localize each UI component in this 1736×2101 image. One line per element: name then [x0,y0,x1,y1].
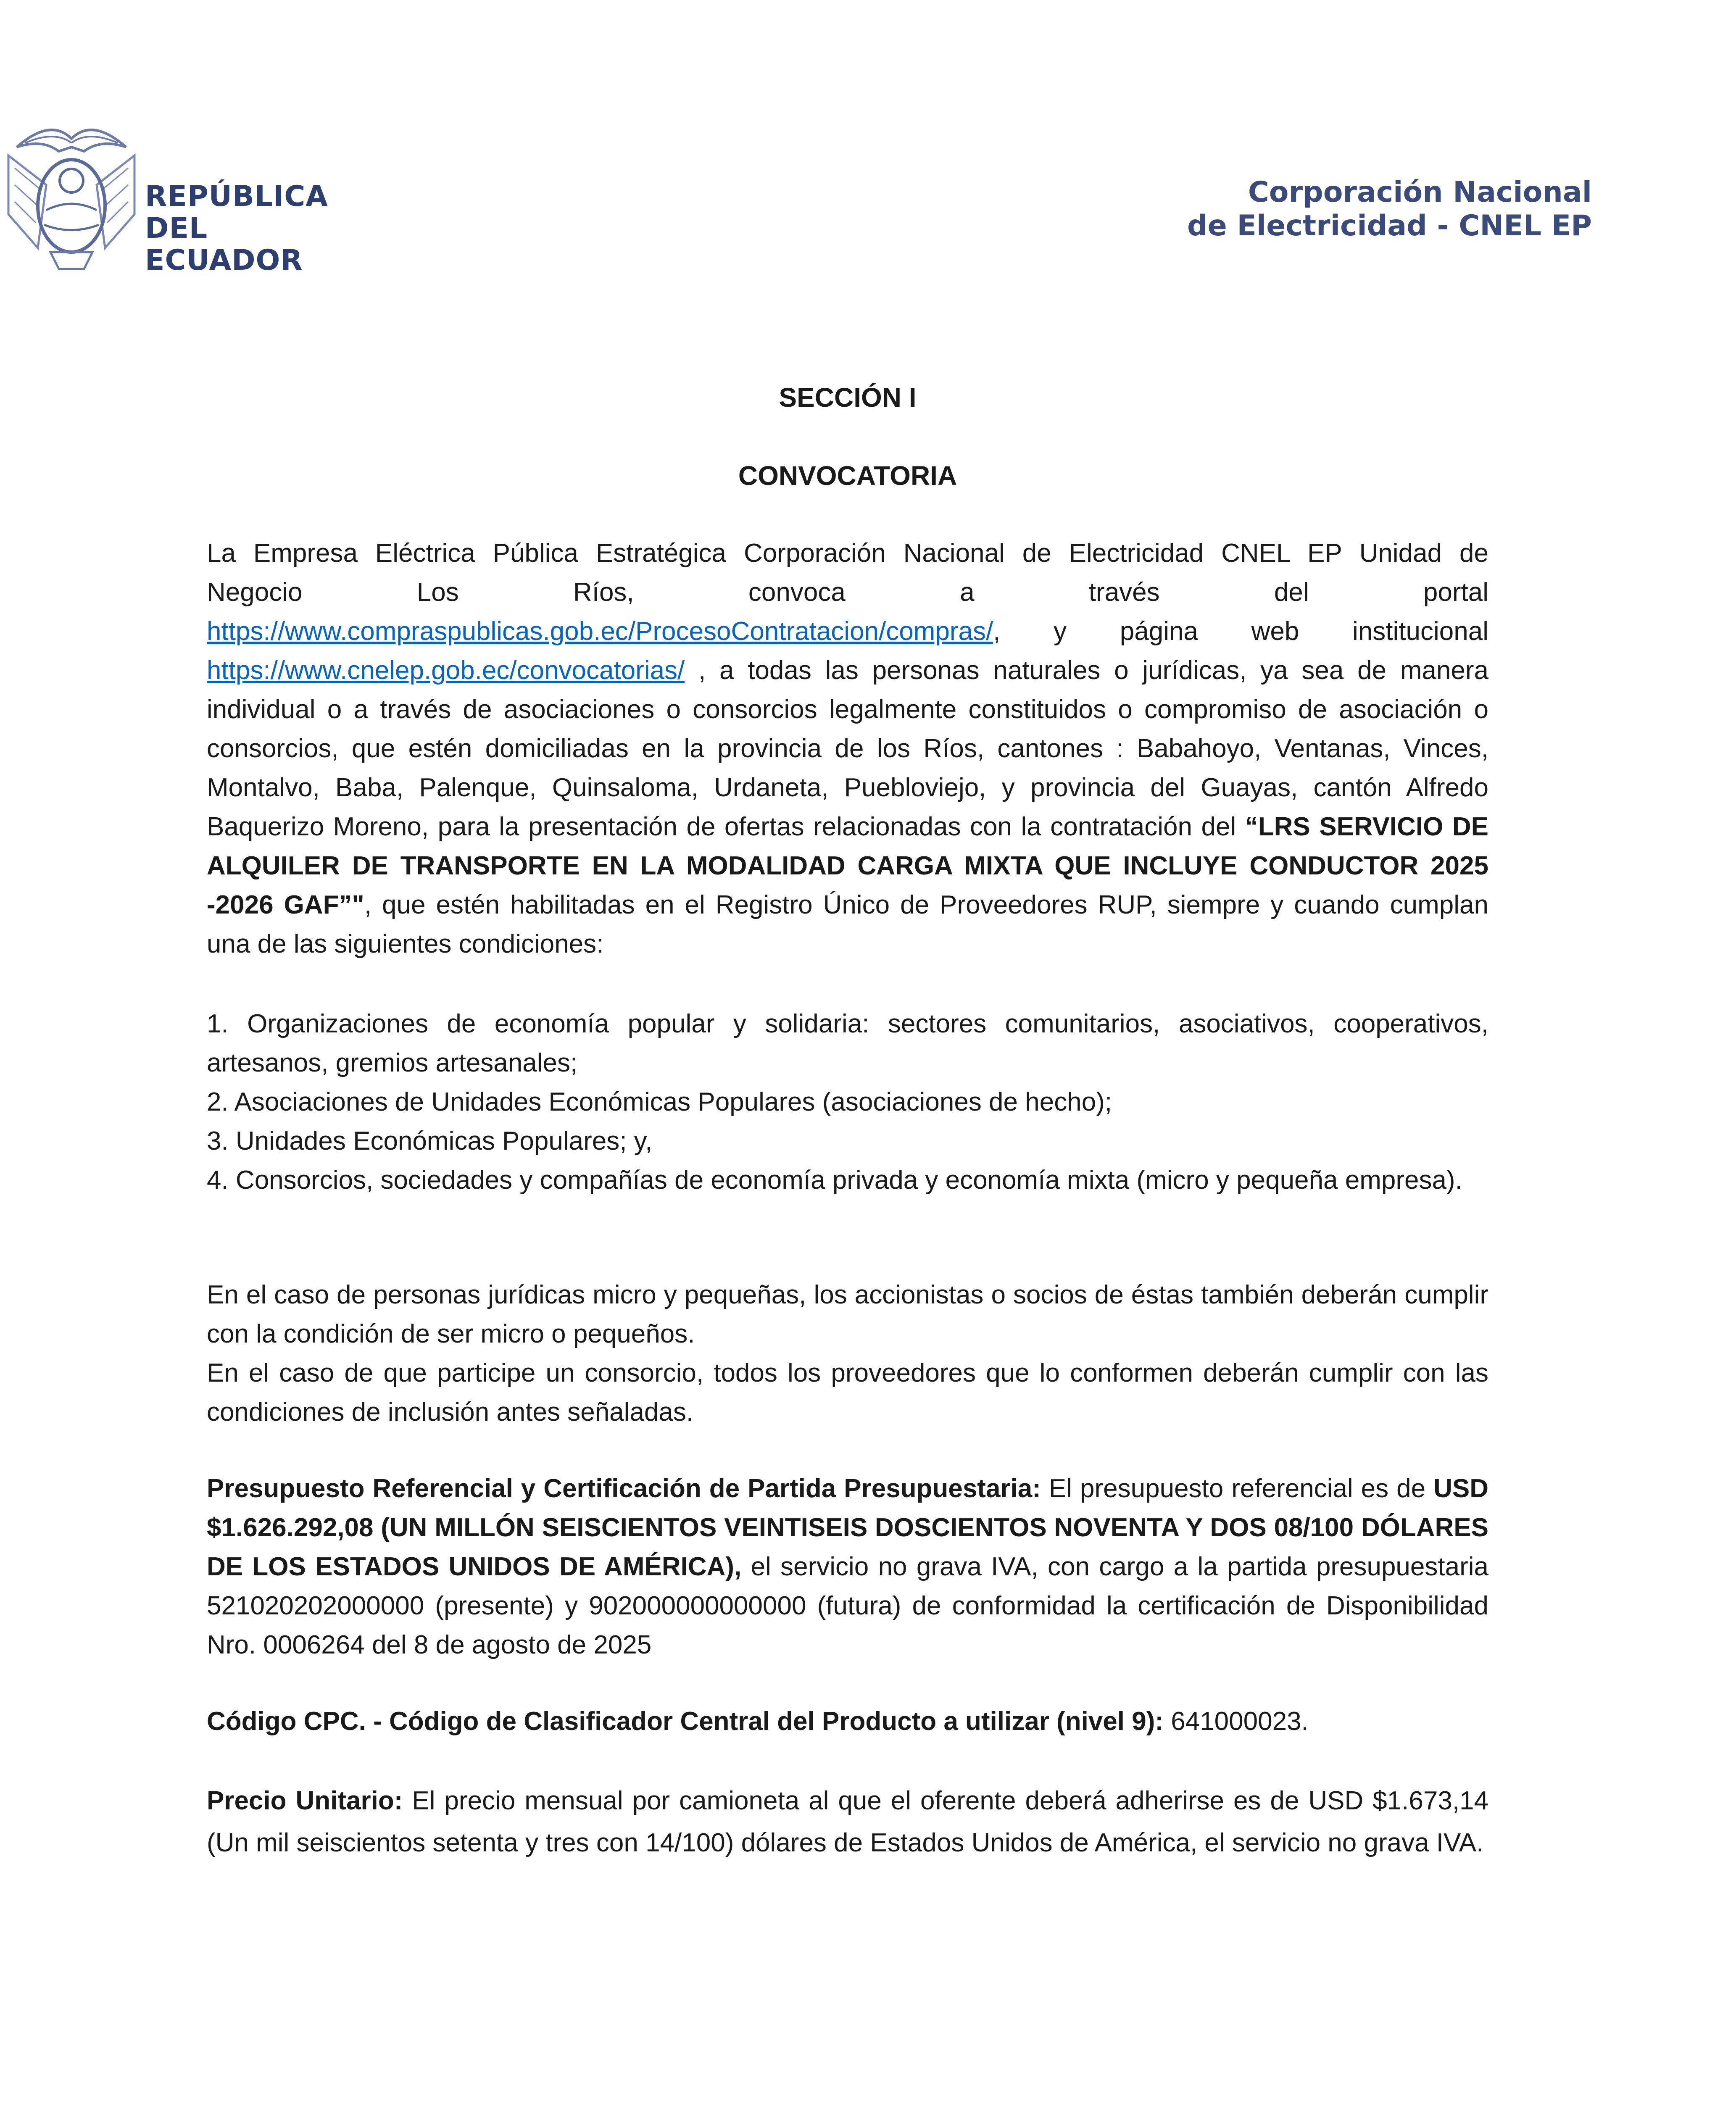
intro-line-2: Negocio Los Ríos, convoca a través del portal [207,578,1488,607]
coat-of-arms-icon [0,122,143,273]
cpc-label: Código CPC. - Código de Clasificador Central del Producto a utilizar (nivel 9): [207,1707,1164,1736]
budget-label: Presupuesto Referencial y Certificación de Partida Presupuestaria: [207,1474,1041,1503]
budget-amount: USD $1.626.292,08 (UN MILLÓN SEISCIENTOS VEINTISEIS DOSCIENTOS NOVENTA Y DOS 08/100 DÓLARES DE LOS ESTADOS UNIDOS DE AMÉRICA), [207,1474,1488,1581]
conditions-list [207,1004,1488,1200]
budget-text-2: el servicio no grava IVA, con cargo a la partida presupuestaria 521020202000000 (presente) y 902000000000000 (futura) de conformidad la certificación de Disponibilidad Nro. 0006264 del 8 de agosto de 2025 [207,1552,1488,1659]
intro-text-after-link1: , y página web institucional [993,617,1488,646]
intro-paragraph [207,534,1488,964]
intro-line-1: La Empresa Eléctrica Pública Estratégica Corporación Nacional de Electricidad CNEL EP Unidad de [207,539,1488,568]
cnel-convocatorias-link[interactable]: https://www.cnelep.gob.ec/convocatorias/ [207,656,685,685]
list-item: 4. Consorcios, sociedades y compañías de economía privada y economía mixta (micro y pequeña empresa). [207,1166,1462,1195]
micro-line-1: En el caso de personas jurídicas micro y pequeñas, los accionistas o socios de éstas también deberán cumplir con la condición de ser micro o pequeños. [207,1280,1488,1348]
micro-paragraph [207,1275,1488,1432]
contract-title: “LRS SERVICIO DE ALQUILER DE TRANSPORTE EN LA MODALIDAD CARGA MIXTA QUE INCLUYE CONDUCTOR 2025 -2026 GAF”" [207,812,1489,919]
intro-text-after-link2: , a todas las personas naturales o jurídicas, ya sea de manera individual o a través de asociaciones o consorcios legalmente constituidos o compromiso de asociación o consorcios, que estén domiciliadas en la provincia de los Ríos, cantones : Babahoyo, Ventanas, Vinces, Montalvo, Baba, Palenque, Quinsaloma, Urdaneta, Puebloviejo, y provincia del Guayas, cantón Alfredo Baquerizo Moreno, para la presentación de ofertas relacionadas con la contratación del [207,656,1488,841]
budget-text-1: El presupuesto referencial es de [1041,1474,1434,1503]
list-item: 3. Unidades Económicas Populares; y, [207,1127,653,1156]
unit-price-paragraph [207,1780,1488,1864]
list-item: 2. Asociaciones de Unidades Económicas Populares (asociaciones de hecho); [207,1087,1112,1116]
ecuador-coat-of-arms-logo [0,122,328,282]
section-title: SECCIÓN I [779,382,917,413]
budget-paragraph [207,1469,1488,1664]
micro-line-2: En el caso de que participe un consorcio, todos los proveedores que lo conformen deberán cumplir con las condiciones de inclusión antes señaladas. [207,1359,1488,1427]
cpc-paragraph [207,1702,1488,1741]
republica-del-ecuador-wordmark: REPÚBLICA DEL ECUADOR [145,180,328,277]
compras-publicas-link[interactable]: https://www.compraspublicas.gob.ec/ProcesoContratacion/compras/ [207,617,993,646]
cnel-ep-wordmark: Corporación Nacional de Electricidad - CNEL EP [1187,176,1592,242]
cpc-value: 641000023. [1164,1707,1309,1736]
intro-text-end: , que estén habilitadas en el Registro Único de Proveedores RUP, siempre y cuando cumplan una de las siguientes condiciones: [207,890,1488,958]
unit-price-label: Precio Unitario: [207,1786,403,1815]
unit-price-text: El precio mensual por camioneta al que el oferente deberá adherirse es de USD $1.673,14 (Un mil seiscientos setenta y tres con 14/100) dólares de Estados Unidos de América, el servicio no grava IVA. [207,1786,1489,1857]
list-item: 1. Organizaciones de economía popular y solidaria: sectores comunitarios, asociativos, cooperativos, artesanos, gremios artesanales; [207,1009,1488,1077]
subtitle: CONVOCATORIA [738,461,957,491]
